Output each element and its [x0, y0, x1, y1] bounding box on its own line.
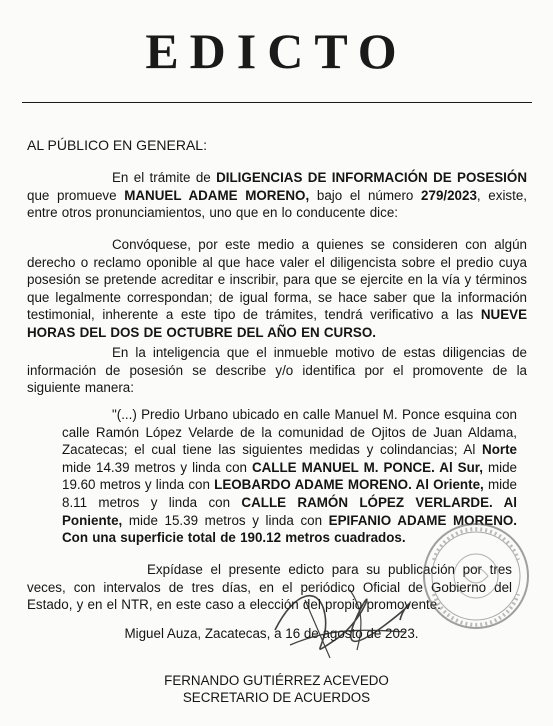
p1-text-3: bajo el número — [309, 187, 422, 203]
p1-text-4: , existe, entre otros pronunciamientos, uno que en lo conducente dice: — [27, 187, 527, 221]
p4-bold-south: CALLE MANUEL M. PONCE. Al Sur, — [251, 459, 483, 475]
p2-text-1: Convóquese, por este medio a quienes se consideren con algún derecho o reclamo oponible al que hace valer el diligencista sobre el predio cuya posesión se pretende acreditar e inscribir, para que se ejercite en la vía y términos que legalmente correspondan; de igual forma, se hace saber que la información testimonial, inherente a este tipo de trámites, tendrá verificativo a las — [27, 237, 527, 323]
p1-bold-procedure: DILIGENCIAS DE INFORMACIÓN DE POSESIÓN — [216, 170, 527, 185]
p4-text-2: mide 14.39 metros y linda con — [62, 459, 252, 475]
p5-text-1: Expídase el presente edicto para su publicación por tres veces, con intervalos de tres días, en el periódico Oficial de Gobierno del Estado, y en el NTR, en este caso a elección del propio promovente. — [27, 562, 512, 613]
p4-text-4: mide 8.11 metros y linda con — [62, 477, 517, 510]
official-seal-icon — [420, 520, 532, 632]
place-and-date: Miguel Auza, Zacatecas, a 16 de agosto de 2023. — [124, 626, 419, 641]
handwritten-signature-icon — [265, 570, 415, 665]
p4-text-1: "(...) Predio Urbano ubicado en calle Manuel M. Ponce esquina con calle Ramón López Velarde de la comunidad de Ojitos de Juan Aldama, Zacatecas; el cual tiene las siguientes medidas y colindancias; Al — [62, 407, 517, 458]
paragraph-procedure — [27, 169, 527, 222]
p1-bold-case-number: 279/2023 — [421, 187, 477, 203]
p3-text-1: En la inteligencia que el inmueble motivo de estas diligencias de información de posesión se describe y/o identifica por el promovente de la siguiente manera: — [27, 345, 527, 396]
salutation: AL PÚBLICO EN GENERAL: — [27, 137, 207, 153]
p2-bold-hearing-date: NUEVE HORAS DEL DOS DE OCTUBRE DEL AÑO EN CURSO. — [27, 307, 527, 340]
signer-title: SECRETARIO DE ACUERDOS — [182, 690, 371, 705]
p4-bold-north: Norte — [482, 442, 517, 458]
p4-bold-area: EPIFANIO ADAME MORENO. Con una superficie total de 190.12 metros cuadrados. — [62, 512, 517, 546]
p1-text-2: que promueve — [27, 187, 125, 203]
p4-text-5: mide 15.39 metros y linda con — [122, 512, 329, 528]
paragraph-summons — [27, 236, 527, 342]
title-divider — [22, 102, 532, 103]
p4-bold-east: LEOBARDO ADAME MORENO. Al Oriente, — [214, 477, 484, 493]
paragraph-description-intro — [27, 344, 527, 397]
document-title: EDICTO — [145, 23, 408, 79]
p4-bold-west: CALLE RAMÓN LÓPEZ VERLARDE. Al Poniente, — [62, 494, 518, 528]
p1-bold-promoter: MANUEL ADAME MORENO, — [124, 187, 310, 203]
p1-text-1: En el trámite de — [112, 170, 217, 185]
p4-text-3: mide 19.60 metros y linda con — [62, 459, 517, 493]
signer-name: FERNANDO GUTIÉRREZ ACEVEDO — [164, 673, 389, 688]
